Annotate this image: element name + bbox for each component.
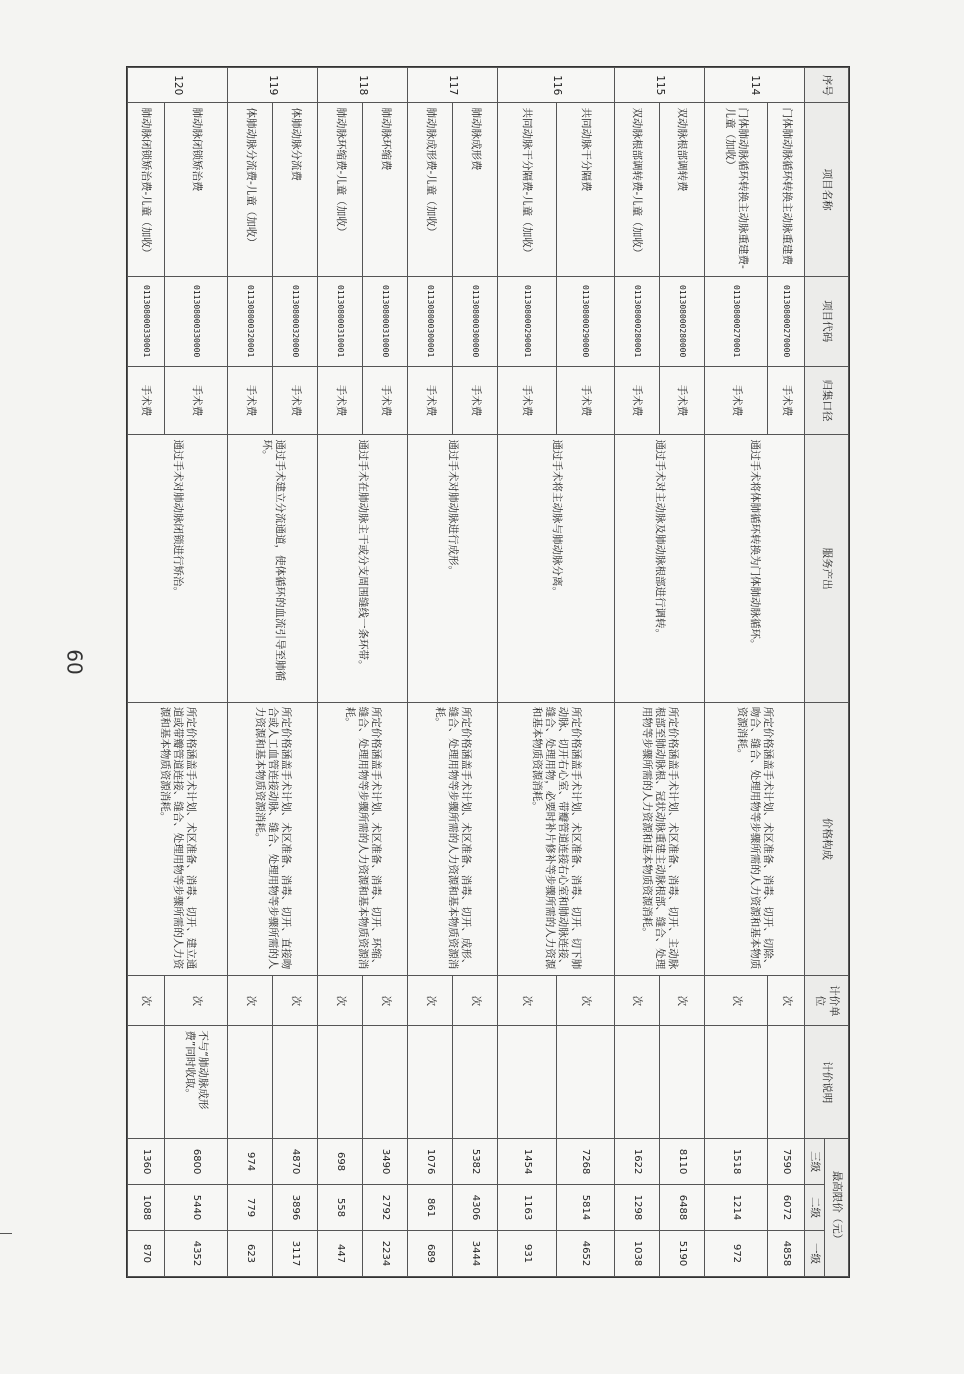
cell-name: 双动脉根部调转费-儿童（加收） (614, 103, 659, 276)
cell-level2: 5440 (164, 1185, 227, 1231)
cell-code: 011308000310000 (363, 276, 408, 366)
binding-mark (0, 1233, 12, 1234)
cell-level1: 3117 (273, 1231, 318, 1277)
cell-unit: 次 (614, 976, 659, 1026)
cell-unit: 次 (408, 976, 453, 1026)
cell-code: 011308000300000 (453, 276, 498, 366)
cell-price-composition: 所定价格涵盖手术计划、术区准备、消毒、切开、成形、缝合、处理用物等步骤所需的人力资源和基本物质资源消耗。 (408, 702, 498, 976)
cell-output: 通过手术建立分流通道，使体循环的血流引导至肺循环。 (228, 435, 318, 702)
cell-level3: 5382 (453, 1139, 498, 1185)
cell-name: 体肺动脉分流费 (273, 103, 318, 276)
header-unit: 计价单位 (805, 976, 849, 1026)
cell-name: 肺动脉成形费-儿童（加收） (408, 103, 453, 276)
header-level2: 二级 (805, 1185, 825, 1231)
cell-code: 011308000330001 (128, 276, 165, 366)
cell-level3: 1518 (704, 1139, 767, 1185)
cell-level1: 2234 (363, 1231, 408, 1277)
cell-level1: 4652 (556, 1231, 614, 1277)
cell-level1: 1038 (614, 1231, 659, 1277)
cell-seq: 116 (498, 68, 615, 103)
cell-code: 011308000280000 (659, 276, 704, 366)
cell-scope: 手术费 (128, 366, 165, 435)
cell-level1: 4352 (164, 1231, 227, 1277)
cell-code: 011308000320000 (273, 276, 318, 366)
cell-scope: 手术费 (498, 366, 556, 435)
cell-output: 通过手术对肺动脉闭锁进行矫治。 (128, 435, 228, 702)
cell-level3: 8110 (659, 1139, 704, 1185)
cell-price-composition: 所定价格涵盖手术计划、术区准备、消毒、切开、切除、吻合、缝合、处理用物等步骤所需的人力资源和基本物质资源消耗。 (704, 702, 804, 976)
cell-name: 肺动脉成形费 (453, 103, 498, 276)
cell-scope: 手术费 (164, 366, 227, 435)
cell-level2: 6488 (659, 1185, 704, 1231)
cell-code: 011308000310001 (318, 276, 363, 366)
cell-level2: 1163 (498, 1185, 556, 1231)
cell-level2: 5814 (556, 1185, 614, 1231)
cell-level3: 1076 (408, 1139, 453, 1185)
cell-seq: 119 (228, 68, 318, 103)
cell-unit: 次 (273, 976, 318, 1026)
page-number: 60 (62, 649, 87, 675)
cell-level2: 1214 (704, 1185, 767, 1231)
cell-note (273, 1026, 318, 1139)
cell-level2: 6072 (768, 1185, 805, 1231)
cell-level3: 698 (318, 1139, 363, 1185)
cell-level2: 558 (318, 1185, 363, 1231)
cell-price-composition: 所定价格涵盖手术计划、术区准备、消毒、切开、环缩、缝合、处理用物等步骤所需的人力资源和基本物质资源消耗。 (318, 702, 408, 976)
cell-scope: 手术费 (768, 366, 805, 435)
cell-code: 011308000300001 (408, 276, 453, 366)
cell-level3: 1454 (498, 1139, 556, 1185)
fee-table (126, 66, 850, 1278)
cell-code: 011308000290001 (498, 276, 556, 366)
cell-price-composition: 所定价格涵盖手术计划、术区准备、消毒、切开、切下肺动脉、切开右心室、带瓣管道连接右心室和肺动脉连接、缝合、处理用物，必要时补片修补等步骤所需的人力资源和基本物质资源消耗。 (498, 702, 615, 976)
cell-level2: 779 (228, 1185, 273, 1231)
cell-level3: 974 (228, 1139, 273, 1185)
cell-level3: 7590 (768, 1139, 805, 1185)
cell-level1: 623 (228, 1231, 273, 1277)
cell-unit: 次 (498, 976, 556, 1026)
table-row (556, 68, 614, 1277)
cell-output: 通过手术对主动脉及肺动脉根部进行调转。 (614, 435, 704, 702)
cell-code: 011308000270000 (768, 276, 805, 366)
cell-note: 不与“肺动脉成形费”同时收取。 (164, 1026, 227, 1139)
table-row (363, 68, 408, 1277)
header-note: 计价说明 (805, 1026, 849, 1139)
cell-seq: 120 (128, 68, 228, 103)
table-row (164, 68, 227, 1277)
header-seq: 序号 (805, 68, 849, 103)
cell-level1: 5190 (659, 1231, 704, 1277)
header-price-limit: 最高限价（元） (825, 1139, 849, 1277)
cell-scope: 手术费 (614, 366, 659, 435)
cell-note (128, 1026, 165, 1139)
cell-code: 011308000320001 (228, 276, 273, 366)
cell-level1: 931 (498, 1231, 556, 1277)
cell-level2: 1298 (614, 1185, 659, 1231)
cell-scope: 手术费 (228, 366, 273, 435)
cell-note (363, 1026, 408, 1139)
cell-level3: 6800 (164, 1139, 227, 1185)
cell-name: 肺动脉闭锁矫治费-儿童（加收） (128, 103, 165, 276)
cell-level2: 4306 (453, 1185, 498, 1231)
cell-level3: 1360 (128, 1139, 165, 1185)
cell-output: 通过手术将体肺循环转换为门体肺动脉循环。 (704, 435, 804, 702)
cell-level1: 3444 (453, 1231, 498, 1277)
header-level3: 三级 (805, 1139, 825, 1185)
cell-unit: 次 (363, 976, 408, 1026)
cell-note (659, 1026, 704, 1139)
cell-output: 通过手术将主动脉与肺动脉分离。 (498, 435, 615, 702)
cell-scope: 手术费 (704, 366, 767, 435)
cell-level2: 1088 (128, 1185, 165, 1231)
cell-level3: 3490 (363, 1139, 408, 1185)
cell-note (556, 1026, 614, 1139)
cell-price-composition: 所定价格涵盖手术计划、术区准备、消毒、切开、建立通道或带瓣管道连接、缝合、处理用物等步骤所需的人力资源和基本物质资源消耗。 (128, 702, 228, 976)
cell-name: 肺动脉环缩费-儿童（加收） (318, 103, 363, 276)
cell-scope: 手术费 (273, 366, 318, 435)
cell-code: 011308000270001 (704, 276, 767, 366)
cell-seq: 115 (614, 68, 704, 103)
cell-name: 肺动脉环缩费 (363, 103, 408, 276)
cell-unit: 次 (659, 976, 704, 1026)
cell-code: 011308000330000 (164, 276, 227, 366)
cell-level3: 4870 (273, 1139, 318, 1185)
cell-scope: 手术费 (453, 366, 498, 435)
cell-level3: 7268 (556, 1139, 614, 1185)
cell-scope: 手术费 (363, 366, 408, 435)
cell-name: 共同动脉干分隔费 (556, 103, 614, 276)
cell-note (408, 1026, 453, 1139)
cell-note (614, 1026, 659, 1139)
cell-name: 双动脉根部调转费 (659, 103, 704, 276)
cell-level1: 447 (318, 1231, 363, 1277)
cell-seq: 114 (704, 68, 804, 103)
cell-name: 肺动脉闭锁矫治费 (164, 103, 227, 276)
header-scope: 归集口径 (805, 366, 849, 435)
cell-note (498, 1026, 556, 1139)
cell-seq: 117 (408, 68, 498, 103)
cell-name: 体肺动脉分流费-儿童（加收） (228, 103, 273, 276)
cell-seq: 118 (318, 68, 408, 103)
cell-unit: 次 (318, 976, 363, 1026)
cell-unit: 次 (704, 976, 767, 1026)
cell-price-composition: 所定价格涵盖手术计划、术区准备、消毒、切开、直接吻合或人工血管连接动脉、缝合、处理用物等步骤所需的人力资源和基本物质资源消耗。 (228, 702, 318, 976)
header-price-composition: 价格构成 (805, 702, 849, 976)
cell-scope: 手术费 (408, 366, 453, 435)
cell-level2: 2792 (363, 1185, 408, 1231)
table-row (768, 68, 805, 1277)
table-row (273, 68, 318, 1277)
header-output: 服务产出 (805, 435, 849, 702)
cell-unit: 次 (164, 976, 227, 1026)
header-level1: 一级 (805, 1231, 825, 1277)
cell-unit: 次 (128, 976, 165, 1026)
cell-scope: 手术费 (318, 366, 363, 435)
cell-unit: 次 (556, 976, 614, 1026)
cell-code: 011308000280001 (614, 276, 659, 366)
cell-note (704, 1026, 767, 1139)
cell-level1: 870 (128, 1231, 165, 1277)
table-row (659, 68, 704, 1277)
cell-level1: 4858 (768, 1231, 805, 1277)
cell-name: 门体肺动脉循环转换主动脉重建费-儿童（加收） (704, 103, 767, 276)
cell-output: 通过手术在肺动脉主干或分支周围缝线一条环带。 (318, 435, 408, 702)
cell-note (228, 1026, 273, 1139)
cell-unit: 次 (453, 976, 498, 1026)
cell-unit: 次 (228, 976, 273, 1026)
cell-level2: 3896 (273, 1185, 318, 1231)
cell-code: 011308000290000 (556, 276, 614, 366)
table-row (453, 68, 498, 1277)
cell-scope: 手术费 (556, 366, 614, 435)
cell-level2: 861 (408, 1185, 453, 1231)
cell-note (768, 1026, 805, 1139)
cell-level3: 1622 (614, 1139, 659, 1185)
cell-note (318, 1026, 363, 1139)
cell-level1: 972 (704, 1231, 767, 1277)
cell-note (453, 1026, 498, 1139)
header-code: 项目代码 (805, 276, 849, 366)
cell-unit: 次 (768, 976, 805, 1026)
cell-level1: 689 (408, 1231, 453, 1277)
header-name: 项目名称 (805, 103, 849, 276)
cell-scope: 手术费 (659, 366, 704, 435)
cell-name: 共同动脉干分隔费-儿童（加收） (498, 103, 556, 276)
cell-name: 门体肺动脉循环转换主动脉重建费 (768, 103, 805, 276)
cell-output: 通过手术对肺动脉进行成形。 (408, 435, 498, 702)
cell-price-composition: 所定价格涵盖手术计划、术区准备、消毒、切开、主动脉根部至肺动脉根、冠状动脉重建主动脉根部、缝合、处理用物等步骤所需的人力资源和基本物质资源消耗。 (614, 702, 704, 976)
